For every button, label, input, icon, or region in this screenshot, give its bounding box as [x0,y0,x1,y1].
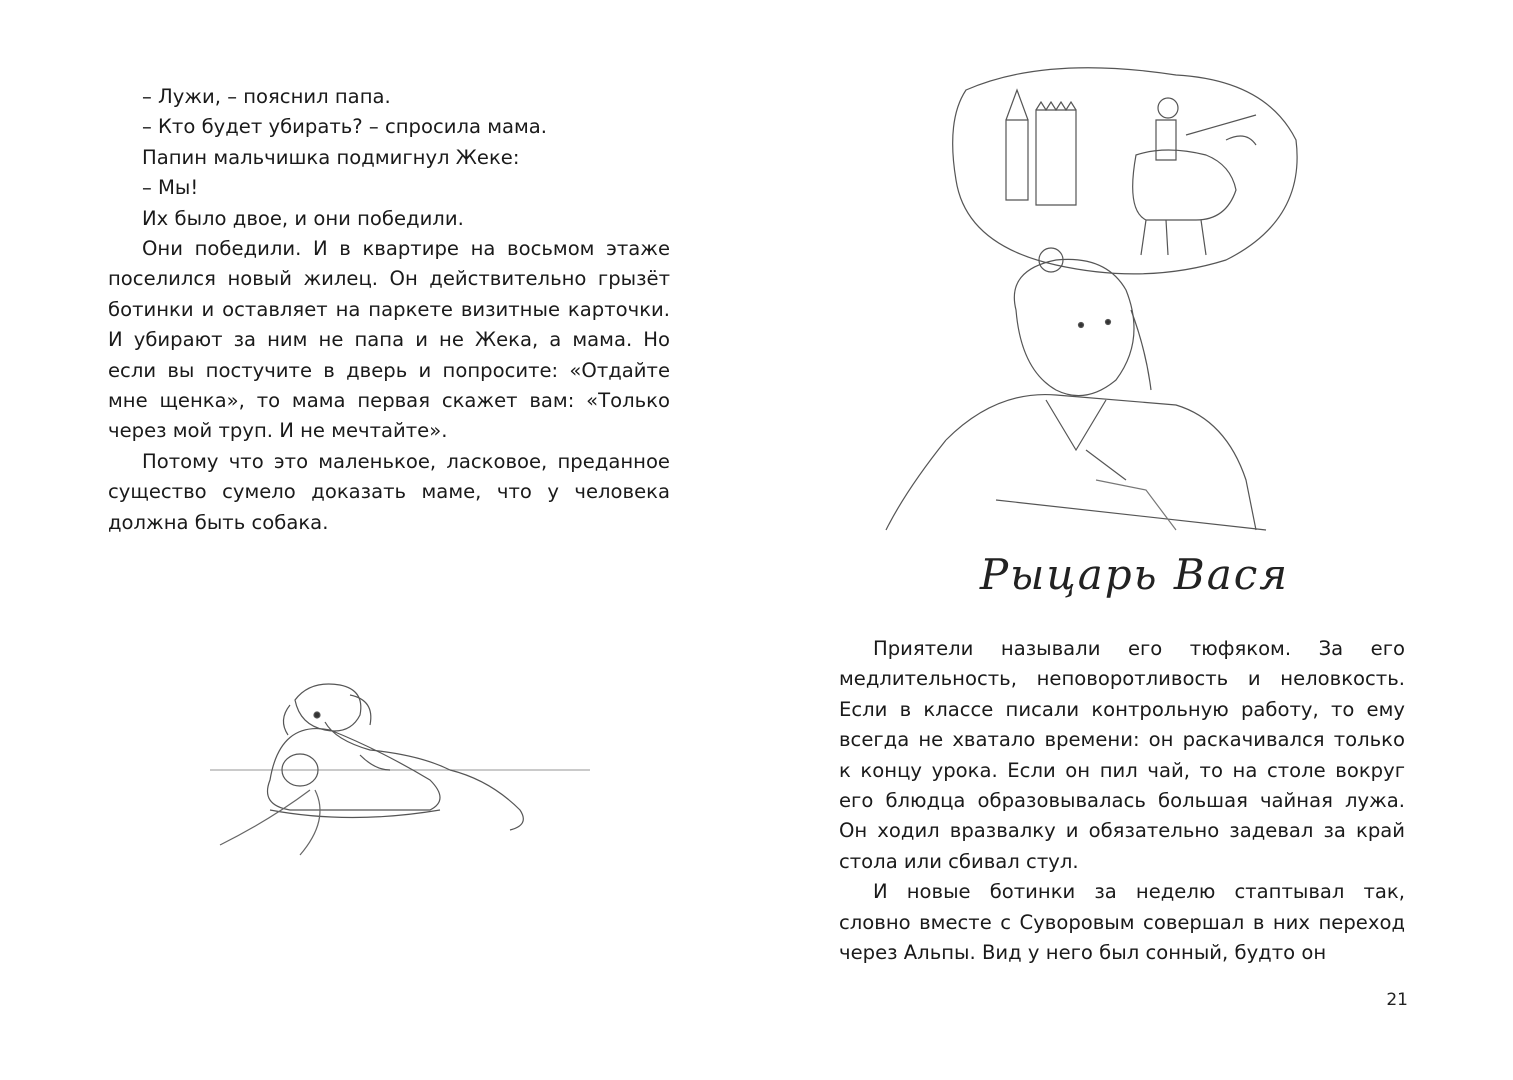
right-page [756,0,1513,1080]
chapter-title: Рыцарь Вася [979,550,1290,599]
boy-dreaming-of-knight-illustration [846,60,1406,550]
page-number: 21 [1386,990,1408,1010]
paragraph: Потому что это маленькое, ласковое, преданное существо сумело доказать маме, что у человека должна быть собака. [108,449,670,534]
paragraph: И новые ботинки за неделю стаптывал так, словно вместе с Суворовым совершал в них переход через Альпы. Вид у него был сонный, будто он [839,880,1405,965]
paragraph: Приятели называли его тюфяком. За его медлительность, неповоротливость и неловкость. Если в классе писали контрольную работу, то ему всегда не хватало времени: он раскачивался только к концу урока. Если он пил чай, то на столе вокруг его блюдца образовывалась большая чайная лужа. Он ходил вразвалку и обязательно задевал за край стола или сбивал стул. [839,637,1405,873]
right-page-text [839,634,1405,968]
paragraph: – Мы! [142,176,199,200]
paragraph: Папин мальчишка подмигнул Жеке: [142,145,520,169]
left-page-text [108,82,670,538]
paragraph: Их было двое, и они победили. [142,206,464,230]
puppy-on-shoe-illustration [200,660,600,860]
paragraph: Они победили. И в квартире на восьмом этаже поселился новый жилец. Он действительно грызёт ботинки и оставляет на паркете визитные карточки. И убирают за ним не папа и не Жека, а мама. Но если вы постучите в дверь и попросите: «Отдайте мне щенка», то мама первая скажет вам: «Только через мой труп. И не мечтайте». [108,237,670,443]
left-page [0,0,756,1080]
paragraph: – Лужи, – пояснил папа. [142,85,391,108]
paragraph: – Кто будет убирать? – спросила мама. [142,115,548,139]
